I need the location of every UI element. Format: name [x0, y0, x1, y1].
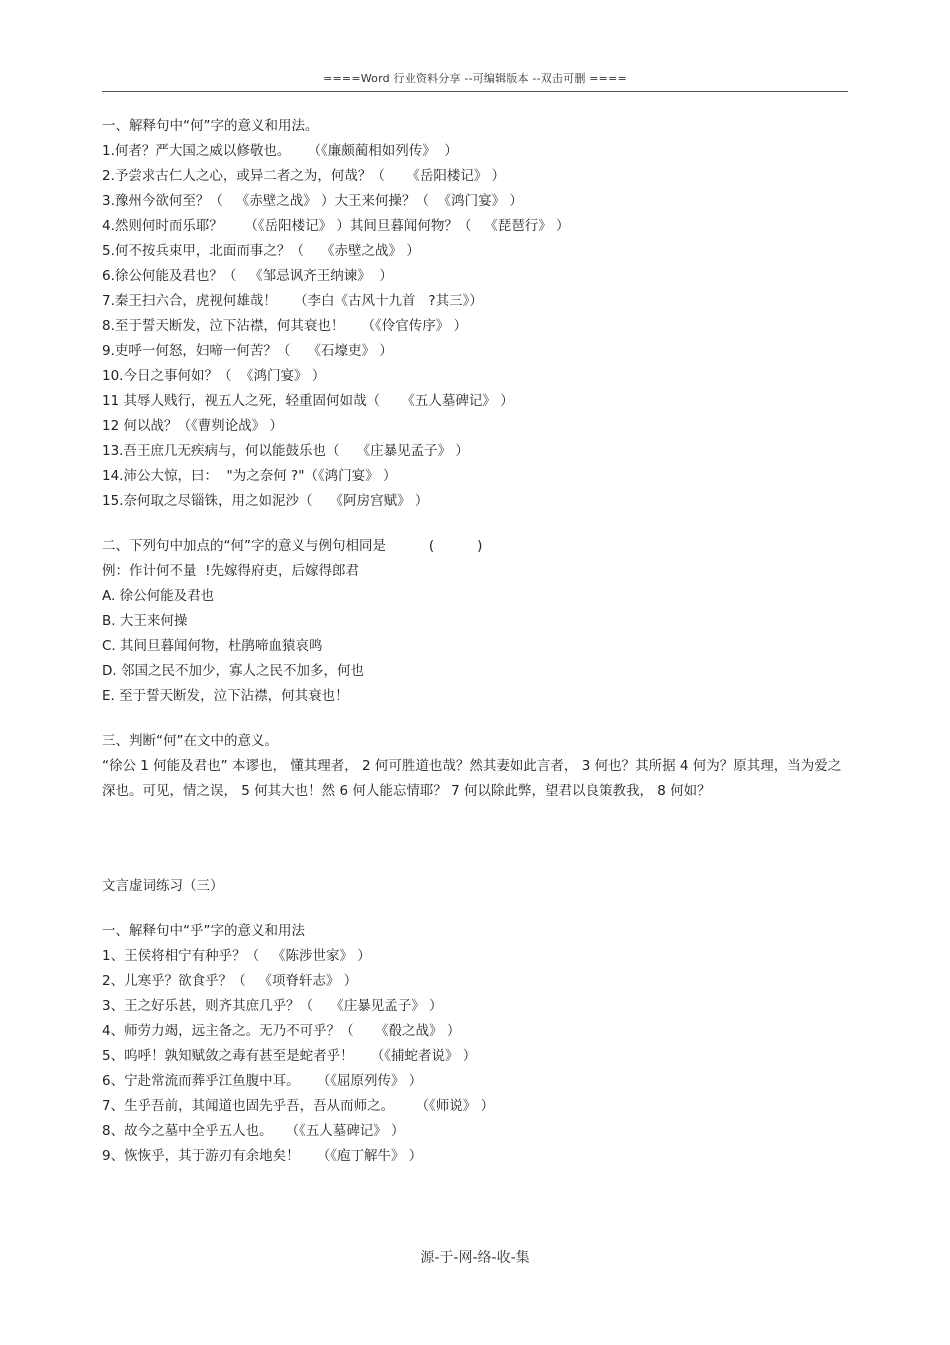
section-2-example: 例：作计何不量 !先嫁得府吏，后嫁得郎君 — [102, 563, 359, 579]
section-2-options — [102, 584, 848, 709]
option-d: D. 邻国之民不加少，寡人之民不加多，何也 — [102, 663, 364, 679]
header-divider — [102, 91, 848, 92]
list-item: 8、故今之墓中全乎五人也。 （《五人墓碑记》 ） — [102, 1123, 405, 1139]
list-item: 7.秦王扫六合，虎视何雄哉！ （李白《古风十九首 ?其三》） — [102, 293, 483, 309]
list-item: 6、宁赴常流而葬乎江鱼腹中耳。 （《屈原列传》 ） — [102, 1073, 423, 1089]
section-1-title: 一、解释句中“何”字的意义和用法。 — [102, 118, 319, 134]
section-3-title: 三、判断“何”在文中的意义。 — [102, 733, 278, 749]
exercise-3-section-title: 一、解释句中“乎”字的意义和用法 — [102, 923, 305, 939]
list-item: 6.徐公何能及君也？（ 《邹忌讽齐王纳谏》 ） — [102, 268, 393, 284]
list-item: 9、恢恢乎，其于游刃有余地矣！ （《庖丁解牛》 ） — [102, 1148, 423, 1164]
section-2-title: 二、下列句中加点的“何”字的意义与例句相同是 ( ) — [102, 538, 483, 554]
list-item: 15.奈何取之尽锱铢，用之如泥沙（ 《阿房宫赋》 ） — [102, 493, 429, 509]
exercise-3-title: 文言虚词练习（三） — [102, 878, 224, 894]
list-item: 3、王之好乐甚，则齐其庶几乎？（ 《庄暴见孟子》 ） — [102, 998, 443, 1014]
list-item: 12 何以战？（《曹刿论战》 ） — [102, 418, 284, 434]
list-item: 4.然则何时而乐耶？ （《岳阳楼记》 ）其间旦暮闻何物？（ 《琵琶行》 ） — [102, 218, 570, 234]
list-item: 8.至于誓天断发，泣下沾襟，何其衰也！ （《伶官传序》 ） — [102, 318, 468, 334]
option-a: A. 徐公何能及君也 — [102, 588, 215, 604]
list-item: 5.何不按兵束甲，北面而事之？（ 《赤壁之战》 ） — [102, 243, 420, 259]
list-item: 10.今日之事何如？（ 《鸿门宴》 ） — [102, 368, 326, 384]
list-item: 14.沛公大惊，曰： "为之奈何 ?"（《鸿门宴》 ） — [102, 468, 397, 484]
section-3-paragraph: “徐公 1 何能及君也” 本谬也， 懂其理者， 2 何可胜道也哉？然其妻如此言者， 3 何也？其所据 4 何为？原其理，当为爱之深也。可见，情之误， 5 何其大也！然 6 何人能忘情耶？ 7 何以除此弊，望君以良策教我， 8 何如？ — [102, 758, 842, 799]
list-item: 9.吏呼一何怒，妇啼一何苦？（ 《石壕吏》 ） — [102, 343, 393, 359]
list-item: 2.予尝求古仁人之心，或异二者之为，何哉？（ 《岳阳楼记》 ） — [102, 168, 506, 184]
list-item: 5、呜呼！孰知赋敛之毒有甚至是蛇者乎！ （《捕蛇者说》 ） — [102, 1048, 477, 1064]
exercise-3-list — [102, 944, 848, 1169]
document-body — [102, 114, 848, 1169]
list-item: 7、生乎吾前，其闻道也固先乎吾，吾从而师之。 （《师说》 ） — [102, 1098, 495, 1114]
list-item: 2、儿寒乎？欲食乎？（ 《项脊轩志》 ） — [102, 973, 358, 989]
list-item: 1、王侯将相宁有种乎？（ 《陈涉世家》 ） — [102, 948, 371, 964]
list-item: 3.豫州今欲何至？（ 《赤壁之战》 ）大王来何操？（ 《鸿门宴》 ） — [102, 193, 523, 209]
option-c: C. 其间旦暮闻何物，杜鹃啼血猿哀鸣 — [102, 638, 323, 654]
list-item: 13.吾王庶几无疾病与，何以能鼓乐也（ 《庄暴见孟子》 ） — [102, 443, 469, 459]
option-b: B. 大王来何操 — [102, 613, 188, 629]
list-item: 11 其辱人贱行，视五人之死，轻重固何如哉（ 《五人墓碑记》 ） — [102, 393, 514, 409]
list-item: 1.何者？严大国之威以修敬也。 （《廉颇蔺相如列传》 ） — [102, 143, 458, 159]
page-footer: 源-于-网-络-收-集 — [420, 1250, 530, 1266]
list-item: 4、师劳力竭，远主备之。无乃不可乎？（ 《殽之战》 ） — [102, 1023, 461, 1039]
section-1-list — [102, 139, 848, 514]
option-e: E. 至于誓天断发，泣下沾襟，何其衰也！ — [102, 688, 349, 704]
page-header: ====Word 行业资料分享 --可编辑版本 --双击可删 ==== — [323, 72, 627, 85]
